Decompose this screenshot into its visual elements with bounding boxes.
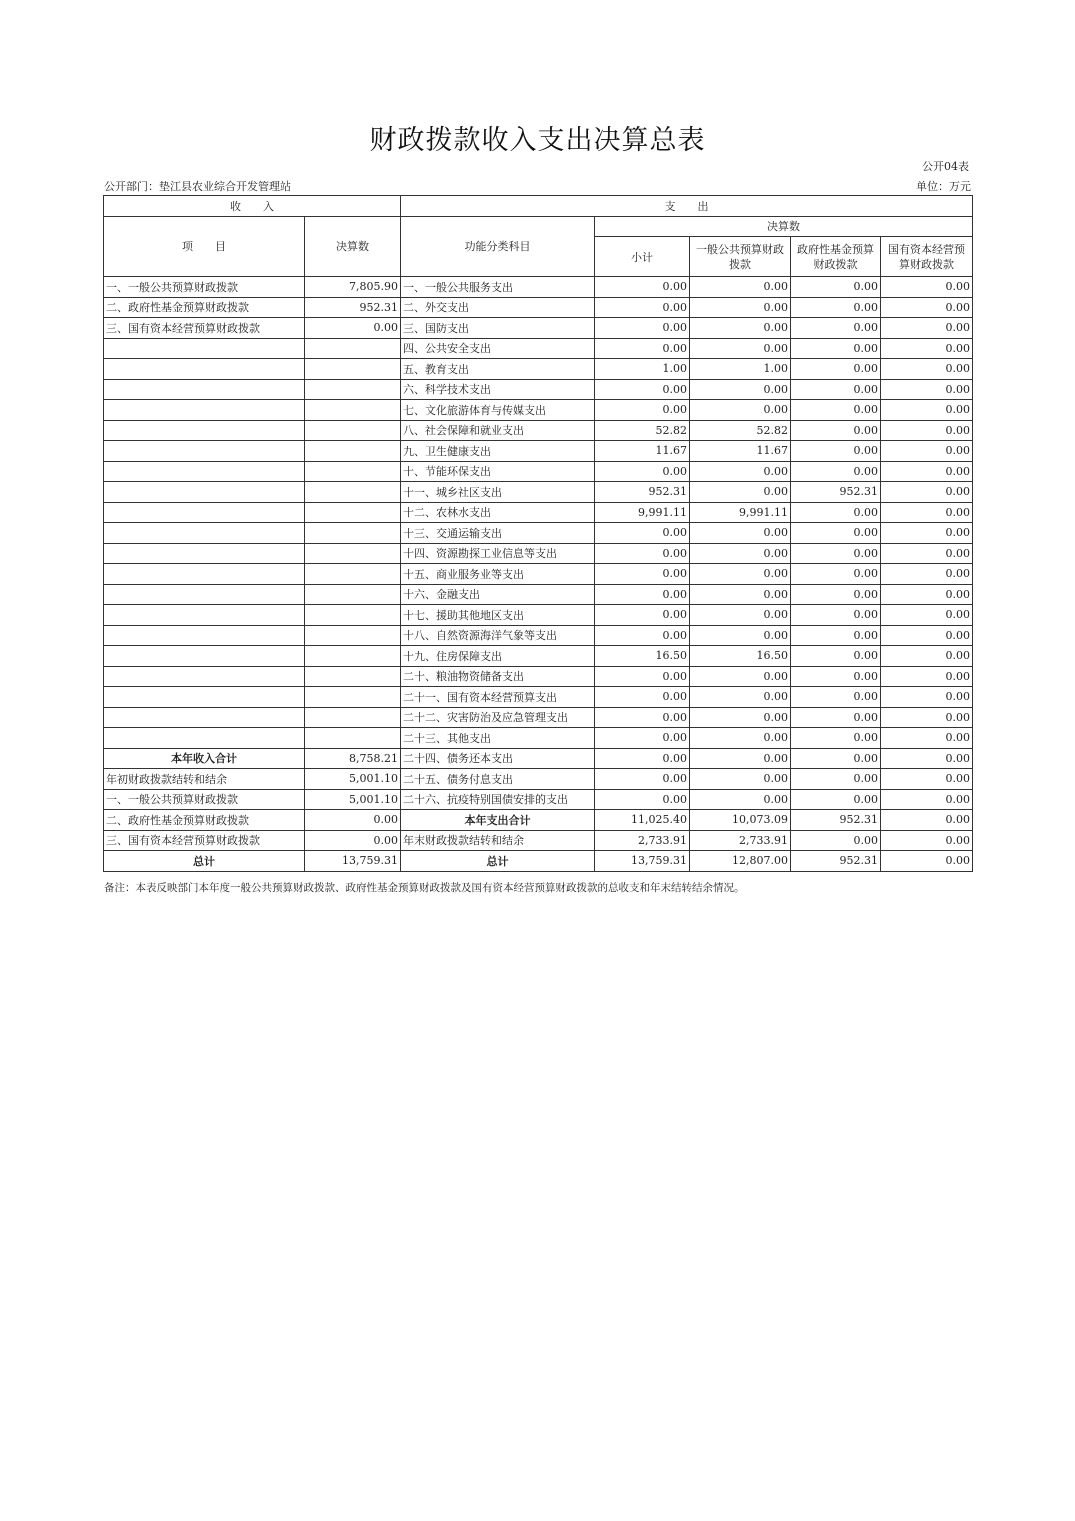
expense-item-cell: 七、文化旅游体育与传媒支出 [401, 400, 595, 421]
gov-fund-cell: 0.00 [791, 605, 881, 626]
income-amount-cell [305, 379, 401, 400]
subtotal-cell: 0.00 [595, 687, 690, 708]
expense-item-cell: 二十三、其他支出 [401, 728, 595, 749]
page-title: 财政拨款收入支出决算总表 [369, 125, 706, 156]
subtotal-cell: 0.00 [595, 338, 690, 359]
general-cell: 0.00 [690, 748, 791, 769]
income-amount-cell [305, 687, 401, 708]
state-capital-cell: 0.00 [881, 523, 973, 544]
table-row [104, 625, 973, 646]
gov-fund-cell: 0.00 [791, 297, 881, 318]
general-cell: 1.00 [690, 359, 791, 380]
income-item-cell [104, 687, 305, 708]
income-item-cell [104, 379, 305, 400]
expense-item-cell: 四、公共安全支出 [401, 338, 595, 359]
expense-item-cell: 本年支出合计 [401, 810, 595, 831]
table-row [104, 646, 973, 667]
state-capital-cell: 0.00 [881, 543, 973, 564]
item-header: 项 目 [104, 216, 305, 277]
income-item-cell: 一、一般公共预算财政拨款 [104, 277, 305, 298]
general-cell: 0.00 [690, 379, 791, 400]
subtotal-cell: 0.00 [595, 728, 690, 749]
gov-fund-cell: 0.00 [791, 707, 881, 728]
table-row [104, 338, 973, 359]
subtotal-cell: 0.00 [595, 277, 690, 298]
state-capital-cell: 0.00 [881, 646, 973, 667]
state-capital-cell: 0.00 [881, 359, 973, 380]
expense-item-cell: 十一、城乡社区支出 [401, 482, 595, 503]
general-cell: 0.00 [690, 605, 791, 626]
state-capital-cell: 0.00 [881, 461, 973, 482]
state-capital-cell: 0.00 [881, 728, 973, 749]
income-item-cell [104, 441, 305, 462]
income-item-cell [104, 625, 305, 646]
general-cell: 0.00 [690, 297, 791, 318]
expense-item-cell: 十二、农林水支出 [401, 502, 595, 523]
table-row [104, 379, 973, 400]
state-capital-cell: 0.00 [881, 748, 973, 769]
state-capital-cell: 0.00 [881, 769, 973, 790]
gov-fund-cell: 0.00 [791, 461, 881, 482]
expense-item-cell: 十五、商业服务业等支出 [401, 564, 595, 585]
income-item-cell [104, 461, 305, 482]
gov-fund-cell: 0.00 [791, 769, 881, 790]
subtotal-cell: 2,733.91 [595, 830, 690, 851]
income-amount-cell [305, 502, 401, 523]
income-amount-cell: 0.00 [305, 318, 401, 339]
income-amount-cell: 13,759.31 [305, 851, 401, 872]
income-amount-cell [305, 420, 401, 441]
subtotal-cell: 16.50 [595, 646, 690, 667]
income-amount-cell [305, 625, 401, 646]
expense-item-cell: 二十四、债务还本支出 [401, 748, 595, 769]
general-cell: 0.00 [690, 318, 791, 339]
expense-item-cell: 十六、金融支出 [401, 584, 595, 605]
table-row [104, 277, 973, 298]
general-cell: 0.00 [690, 769, 791, 790]
table-row [104, 769, 973, 790]
fiscal-summary-table [103, 195, 973, 872]
state-capital-cell: 0.00 [881, 400, 973, 421]
gov-fund-cell: 952.31 [791, 482, 881, 503]
form-code: 公开04表 [922, 160, 969, 173]
expense-item-cell: 十四、资源勘探工业信息等支出 [401, 543, 595, 564]
expense-item-cell: 八、社会保障和就业支出 [401, 420, 595, 441]
amount-header: 决算数 [305, 216, 401, 277]
subtotal-cell: 0.00 [595, 318, 690, 339]
expense-item-cell: 二十、粮油物资储备支出 [401, 666, 595, 687]
subtotal-cell: 952.31 [595, 482, 690, 503]
expense-item-cell: 二十五、债务付息支出 [401, 769, 595, 790]
general-cell: 0.00 [690, 687, 791, 708]
income-amount-cell [305, 646, 401, 667]
income-amount-cell [305, 338, 401, 359]
income-amount-cell [305, 707, 401, 728]
subtotal-cell: 0.00 [595, 789, 690, 810]
gov-fund-cell: 0.00 [791, 646, 881, 667]
income-amount-cell [305, 564, 401, 585]
unit-label: 单位：万元 [916, 180, 971, 193]
general-cell: 0.00 [690, 400, 791, 421]
gov-fund-cell: 0.00 [791, 666, 881, 687]
table-row [104, 502, 973, 523]
income-item-cell [104, 502, 305, 523]
general-cell: 0.00 [690, 523, 791, 544]
general-cell: 0.00 [690, 277, 791, 298]
state-capital-cell: 0.00 [881, 666, 973, 687]
expense-item-cell: 二十二、灾害防治及应急管理支出 [401, 707, 595, 728]
general-cell: 0.00 [690, 707, 791, 728]
income-amount-cell [305, 482, 401, 503]
general-cell: 0.00 [690, 338, 791, 359]
state-capital-cell: 0.00 [881, 707, 973, 728]
subtotal-cell: 0.00 [595, 625, 690, 646]
income-item-cell: 二、政府性基金预算财政拨款 [104, 297, 305, 318]
expense-item-cell: 一、一般公共服务支出 [401, 277, 595, 298]
income-item-cell [104, 646, 305, 667]
state-capital-cell: 0.00 [881, 482, 973, 503]
general-cell: 0.00 [690, 789, 791, 810]
income-item-cell: 三、国有资本经营预算财政拨款 [104, 318, 305, 339]
gov-fund-cell: 0.00 [791, 318, 881, 339]
income-amount-cell: 0.00 [305, 810, 401, 831]
gov-fund-cell: 0.00 [791, 441, 881, 462]
general-cell: 0.00 [690, 728, 791, 749]
gov-fund-cell: 952.31 [791, 810, 881, 831]
gov-fund-cell: 0.00 [791, 502, 881, 523]
state-capital-cell: 0.00 [881, 420, 973, 441]
income-amount-cell [305, 441, 401, 462]
general-cell: 52.82 [690, 420, 791, 441]
subtotal-cell: 0.00 [595, 707, 690, 728]
state-capital-cell: 0.00 [881, 338, 973, 359]
expense-item-cell: 二十一、国有资本经营预算支出 [401, 687, 595, 708]
income-item-cell: 一、一般公共预算财政拨款 [104, 789, 305, 810]
final-amount-header: 决算数 [595, 216, 973, 237]
general-cell: 9,991.11 [690, 502, 791, 523]
table-row [104, 605, 973, 626]
table-row [104, 666, 973, 687]
state-capital-cell: 0.00 [881, 851, 973, 872]
state-capital-cell: 0.00 [881, 625, 973, 646]
income-item-cell: 三、国有资本经营预算财政拨款 [104, 830, 305, 851]
subtotal-cell: 0.00 [595, 400, 690, 421]
gov-fund-cell: 0.00 [791, 338, 881, 359]
income-item-cell [104, 420, 305, 441]
expense-item-cell: 十三、交通运输支出 [401, 523, 595, 544]
subtotal-cell: 13,759.31 [595, 851, 690, 872]
general-cell: 0.00 [690, 584, 791, 605]
table-row [104, 789, 973, 810]
gov-fund-cell: 0.00 [791, 728, 881, 749]
state-capital-cell: 0.00 [881, 789, 973, 810]
income-item-cell: 总计 [104, 851, 305, 872]
table-row [104, 359, 973, 380]
expense-item-cell: 十七、援助其他地区支出 [401, 605, 595, 626]
income-amount-cell: 7,805.90 [305, 277, 401, 298]
income-amount-cell: 5,001.10 [305, 769, 401, 790]
general-cell: 0.00 [690, 543, 791, 564]
general-cell: 10,073.09 [690, 810, 791, 831]
expense-item-cell: 十九、住房保障支出 [401, 646, 595, 667]
expense-item-cell: 二、外交支出 [401, 297, 595, 318]
income-item-cell [104, 482, 305, 503]
income-item-cell [104, 728, 305, 749]
subtotal-cell: 0.00 [595, 769, 690, 790]
subtotal-cell: 0.00 [595, 543, 690, 564]
state-capital-cell: 0.00 [881, 379, 973, 400]
income-item-cell: 本年收入合计 [104, 748, 305, 769]
income-item-cell [104, 564, 305, 585]
table-row [104, 318, 973, 339]
subtotal-header: 小计 [595, 237, 690, 277]
gov-fund-cell: 0.00 [791, 400, 881, 421]
subtotal-cell: 0.00 [595, 584, 690, 605]
table-row [104, 707, 973, 728]
table-row [104, 297, 973, 318]
state-capital-cell: 0.00 [881, 810, 973, 831]
state-capital-cell: 0.00 [881, 564, 973, 585]
expense-item-cell: 年末财政拨款结转和结余 [401, 830, 595, 851]
expense-item-cell: 三、国防支出 [401, 318, 595, 339]
expense-item-cell: 二十六、抗疫特别国债安排的支出 [401, 789, 595, 810]
table-body [104, 277, 973, 872]
gov-fund-cell: 952.31 [791, 851, 881, 872]
income-amount-cell [305, 523, 401, 544]
expense-item-cell: 十八、自然资源海洋气象等支出 [401, 625, 595, 646]
general-cell: 0.00 [690, 666, 791, 687]
income-item-cell [104, 666, 305, 687]
gov-fund-cell: 0.00 [791, 277, 881, 298]
expense-item-cell: 总计 [401, 851, 595, 872]
general-header: 一般公共预算财政拨款 [690, 237, 791, 277]
state-capital-cell: 0.00 [881, 297, 973, 318]
table-row [104, 584, 973, 605]
general-cell: 12,807.00 [690, 851, 791, 872]
income-amount-cell [305, 666, 401, 687]
subtotal-cell: 52.82 [595, 420, 690, 441]
income-item-cell [104, 338, 305, 359]
gov-fund-cell: 0.00 [791, 625, 881, 646]
income-item-cell [104, 400, 305, 421]
table-row [104, 810, 973, 831]
general-cell: 0.00 [690, 564, 791, 585]
expense-item-cell: 五、教育支出 [401, 359, 595, 380]
state-capital-cell: 0.00 [881, 584, 973, 605]
subtotal-cell: 0.00 [595, 379, 690, 400]
expense-item-cell: 六、科学技术支出 [401, 379, 595, 400]
table-row [104, 728, 973, 749]
income-amount-cell [305, 584, 401, 605]
subtotal-cell: 0.00 [595, 297, 690, 318]
subtotal-cell: 11,025.40 [595, 810, 690, 831]
general-cell: 11.67 [690, 441, 791, 462]
general-cell: 2,733.91 [690, 830, 791, 851]
state-capital-cell: 0.00 [881, 502, 973, 523]
subtotal-cell: 0.00 [595, 523, 690, 544]
income-amount-cell [305, 359, 401, 380]
table-row [104, 523, 973, 544]
expense-header: 支 出 [401, 196, 973, 217]
footnote: 备注：本表反映部门本年度一般公共预算财政拨款、政府性基金预算财政拨款及国有资本经营预算财政拨款的总收支和年末结转结余情况。 [104, 882, 745, 894]
income-amount-cell [305, 605, 401, 626]
state-capital-cell: 0.00 [881, 441, 973, 462]
income-amount-cell: 8,758.21 [305, 748, 401, 769]
gov-fund-cell: 0.00 [791, 543, 881, 564]
state-capital-cell: 0.00 [881, 830, 973, 851]
subtotal-cell: 0.00 [595, 748, 690, 769]
income-item-cell: 年初财政拨款结转和结余 [104, 769, 305, 790]
income-amount-cell [305, 461, 401, 482]
subtotal-cell: 0.00 [595, 605, 690, 626]
general-cell: 0.00 [690, 482, 791, 503]
subtotal-cell: 0.00 [595, 461, 690, 482]
income-amount-cell [305, 543, 401, 564]
subtotal-cell: 9,991.11 [595, 502, 690, 523]
gov-fund-cell: 0.00 [791, 789, 881, 810]
income-item-cell [104, 707, 305, 728]
income-item-cell [104, 523, 305, 544]
gov-fund-cell: 0.00 [791, 379, 881, 400]
table-row [104, 441, 973, 462]
income-amount-cell [305, 400, 401, 421]
gov-fund-cell: 0.00 [791, 523, 881, 544]
state-capital-cell: 0.00 [881, 687, 973, 708]
department-label: 公开部门：垫江县农业综合开发管理站 [104, 180, 291, 193]
income-item-cell [104, 543, 305, 564]
table-row [104, 851, 973, 872]
subtotal-cell: 1.00 [595, 359, 690, 380]
table-row [104, 420, 973, 441]
income-amount-cell: 5,001.10 [305, 789, 401, 810]
income-item-cell [104, 605, 305, 626]
general-cell: 16.50 [690, 646, 791, 667]
gov-fund-cell: 0.00 [791, 748, 881, 769]
general-cell: 0.00 [690, 461, 791, 482]
table-row [104, 482, 973, 503]
table-row [104, 748, 973, 769]
income-item-cell [104, 584, 305, 605]
table-row [104, 543, 973, 564]
table-row [104, 400, 973, 421]
general-cell: 0.00 [690, 625, 791, 646]
gov-fund-header: 政府性基金预算财政拨款 [791, 237, 881, 277]
income-amount-cell: 0.00 [305, 830, 401, 851]
income-item-cell [104, 359, 305, 380]
income-amount-cell: 952.31 [305, 297, 401, 318]
income-item-cell: 二、政府性基金预算财政拨款 [104, 810, 305, 831]
gov-fund-cell: 0.00 [791, 420, 881, 441]
state-capital-cell: 0.00 [881, 318, 973, 339]
table-row [104, 687, 973, 708]
func-class-header: 功能分类科目 [401, 216, 595, 277]
expense-item-cell: 十、节能环保支出 [401, 461, 595, 482]
table-row [104, 830, 973, 851]
gov-fund-cell: 0.00 [791, 584, 881, 605]
table-row [104, 564, 973, 585]
gov-fund-cell: 0.00 [791, 687, 881, 708]
expense-item-cell: 九、卫生健康支出 [401, 441, 595, 462]
subtotal-cell: 11.67 [595, 441, 690, 462]
state-capital-header: 国有资本经营预算财政拨款 [881, 237, 973, 277]
income-amount-cell [305, 728, 401, 749]
income-header: 收 入 [104, 196, 401, 217]
gov-fund-cell: 0.00 [791, 830, 881, 851]
subtotal-cell: 0.00 [595, 564, 690, 585]
subtotal-cell: 0.00 [595, 666, 690, 687]
gov-fund-cell: 0.00 [791, 359, 881, 380]
gov-fund-cell: 0.00 [791, 564, 881, 585]
table-row [104, 461, 973, 482]
state-capital-cell: 0.00 [881, 277, 973, 298]
state-capital-cell: 0.00 [881, 605, 973, 626]
